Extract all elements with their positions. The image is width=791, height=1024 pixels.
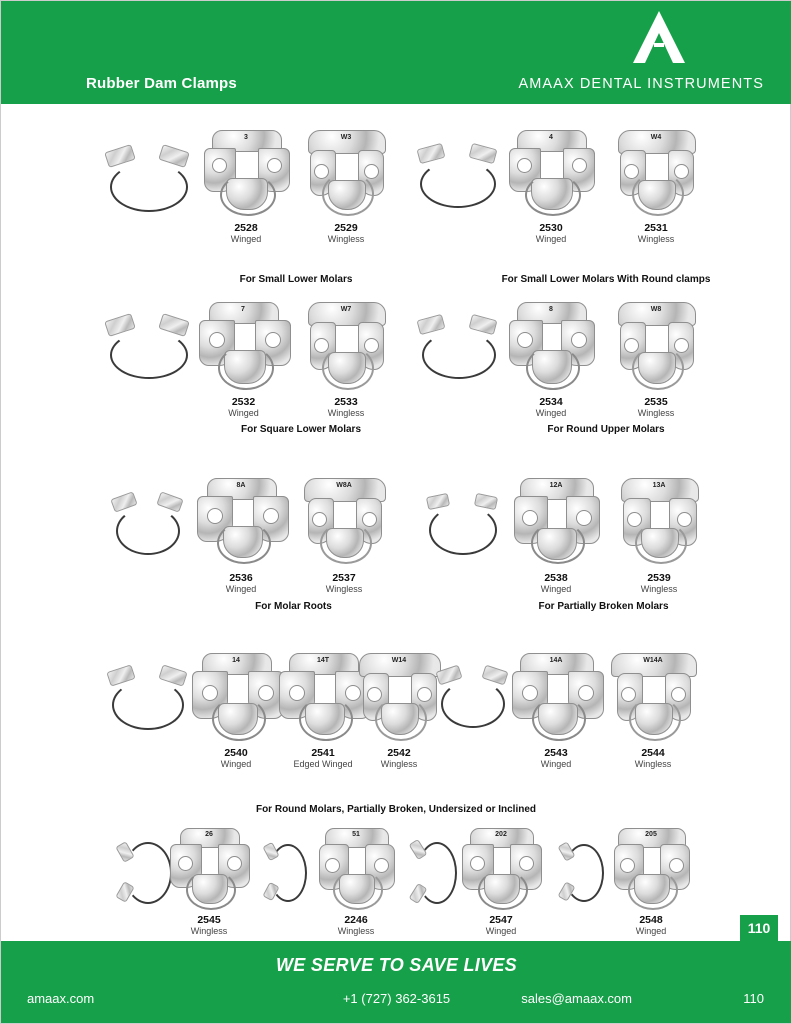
item-code: 2545 <box>197 914 221 926</box>
product-item <box>191 294 296 419</box>
item-type: Edged Winged <box>293 759 353 769</box>
item-code: 2542 <box>387 747 411 759</box>
clamp-stamp: W8 <box>650 306 662 313</box>
product-item <box>609 472 709 595</box>
footer-tagline: WE SERVE TO SAVE LIVES <box>276 955 517 975</box>
clamp-illustration <box>609 472 709 570</box>
group-caption: For Molar Roots <box>255 601 332 612</box>
item-type: Wingless <box>325 584 363 594</box>
clamp-illustration <box>191 472 291 570</box>
clamp-illustration <box>296 122 396 220</box>
item-type: Winged <box>535 408 567 418</box>
page-number-tab: 110 <box>740 915 778 941</box>
group-caption: For Square Lower Molars <box>240 424 362 435</box>
item-code: 2539 <box>647 572 671 584</box>
clamp-illustration <box>196 122 296 220</box>
product-item <box>249 834 319 910</box>
clamp-stamp: W8A <box>336 482 352 489</box>
item-type: Wingless <box>327 234 365 244</box>
clamp-stamp: 51 <box>352 831 360 838</box>
item-type: Winged <box>225 584 257 594</box>
group-caption: For Round Upper Molars <box>547 424 665 435</box>
item-code: 2531 <box>644 222 668 234</box>
clamp-stamp: 7 <box>241 306 245 313</box>
clamp-illustration <box>96 134 196 220</box>
clamp-illustration <box>96 662 196 740</box>
clamp-stamp: 202 <box>495 831 507 838</box>
item-code: 2529 <box>334 222 358 234</box>
clamp-illustration <box>606 822 696 912</box>
product-item <box>606 122 706 245</box>
item-type: Wingless <box>190 926 228 936</box>
amaax-a-logo-icon <box>628 9 690 67</box>
clamp-stamp: 3 <box>244 134 248 141</box>
group-caption: For Small Lower Molars With Round clamps <box>501 274 711 285</box>
item-type: Wingless <box>380 759 418 769</box>
brand-name: AMAAX DENTAL INSTRUMENTS <box>518 76 764 92</box>
item-code: 2536 <box>229 572 253 584</box>
product-item <box>406 309 506 389</box>
clamp-stamp: 14 <box>232 657 240 664</box>
page-footer <box>1 941 791 1023</box>
item-code: 2532 <box>231 396 256 408</box>
footer-phone[interactable]: +1 (727) 362-3615 <box>342 991 451 1006</box>
page-title: Rubber Dam Clamps <box>86 75 237 92</box>
product-item <box>296 122 396 245</box>
clamp-stamp: W3 <box>340 134 352 141</box>
clamp-illustration <box>294 472 394 570</box>
clamp-stamp: W4 <box>650 134 662 141</box>
item-type: Wingless <box>337 926 375 936</box>
item-type: Wingless <box>634 759 672 769</box>
clamp-stamp: 14T <box>316 657 330 664</box>
item-type: Winged <box>220 759 252 769</box>
clamp-illustration <box>506 472 606 570</box>
clamp-illustration <box>501 122 601 220</box>
product-item <box>606 294 706 419</box>
page-header <box>1 1 791 104</box>
product-item <box>603 647 703 770</box>
item-code: 2544 <box>641 747 665 759</box>
product-item <box>96 309 196 389</box>
clamp-illustration <box>411 489 511 565</box>
clamp-illustration <box>606 122 706 220</box>
clamp-illustration <box>164 822 254 912</box>
clamp-illustration <box>506 647 606 745</box>
product-item <box>311 822 401 937</box>
item-code: 2534 <box>539 396 563 408</box>
group-caption: For Partially Broken Molars <box>538 601 669 612</box>
clamp-illustration <box>603 647 703 745</box>
footer-email[interactable]: sales@amaax.com <box>521 991 632 1006</box>
footer-website[interactable]: amaax.com <box>27 991 95 1006</box>
product-item <box>506 472 606 595</box>
product-item <box>96 134 196 220</box>
product-item <box>411 489 511 565</box>
item-type: Winged <box>535 234 567 244</box>
clamp-illustration <box>606 294 706 394</box>
item-code: 2246 <box>344 914 368 926</box>
clamp-illustration <box>96 309 196 389</box>
clamp-illustration <box>186 647 286 745</box>
group-caption: For Round Molars, Partially Broken, Undersized or Inclined <box>255 804 537 815</box>
product-item <box>191 472 291 595</box>
item-code: 2541 <box>311 747 335 759</box>
product-item <box>296 294 396 419</box>
item-type: Winged <box>230 234 262 244</box>
clamp-illustration <box>296 294 396 394</box>
clamp-illustration <box>501 294 601 394</box>
product-item <box>456 822 546 937</box>
clamp-stamp: 205 <box>645 831 657 838</box>
clamp-stamp: 8A <box>236 482 246 489</box>
item-type: Winged <box>228 408 259 418</box>
clamp-stamp: 4 <box>549 134 553 141</box>
clamp-illustration <box>311 822 401 912</box>
clamp-illustration <box>406 309 506 389</box>
item-code: 2535 <box>644 396 668 408</box>
clamp-stamp: 12A <box>549 482 563 489</box>
clamp-stamp: 8 <box>549 306 553 313</box>
item-code: 2537 <box>332 572 356 584</box>
clamp-stamp: W14A <box>643 657 663 664</box>
clamp-stamp: 13A <box>652 482 666 489</box>
product-item <box>164 822 254 937</box>
item-code: 2530 <box>539 222 563 234</box>
item-code: 2540 <box>224 747 248 759</box>
product-item <box>196 122 296 245</box>
product-item <box>294 472 394 595</box>
item-type: Wingless <box>637 408 675 418</box>
clamp-stamp: W7 <box>340 306 352 313</box>
item-code: 2548 <box>639 914 663 926</box>
item-type: Winged <box>540 759 572 769</box>
clamp-stamp: 14A <box>549 657 563 664</box>
clamp-illustration <box>96 489 196 565</box>
product-item <box>96 662 196 740</box>
item-type: Wingless <box>637 234 675 244</box>
footer-page-number: 110 <box>743 991 764 1006</box>
clamp-illustration <box>456 822 546 912</box>
item-type: Winged <box>635 926 667 936</box>
item-type: Wingless <box>327 408 365 418</box>
clamp-illustration <box>249 834 319 910</box>
item-code: 2543 <box>544 747 568 759</box>
item-code: 2533 <box>334 396 358 408</box>
product-item <box>186 647 286 770</box>
product-item <box>406 134 506 220</box>
product-item <box>606 822 696 937</box>
item-type: Wingless <box>640 584 678 594</box>
item-type: Winged <box>485 926 517 936</box>
item-code: 2538 <box>544 572 568 584</box>
clamp-illustration <box>191 294 296 394</box>
item-code: 2528 <box>234 222 258 234</box>
clamp-stamp: 26 <box>205 831 213 838</box>
group-caption: For Small Lower Molars <box>239 274 353 285</box>
product-item <box>501 294 601 419</box>
product-item <box>96 489 196 565</box>
clamp-stamp: W14 <box>391 657 407 664</box>
item-code: 2547 <box>489 914 513 926</box>
product-item <box>506 647 606 770</box>
clamp-illustration <box>406 134 506 220</box>
product-item <box>501 122 601 245</box>
item-type: Winged <box>540 584 572 594</box>
